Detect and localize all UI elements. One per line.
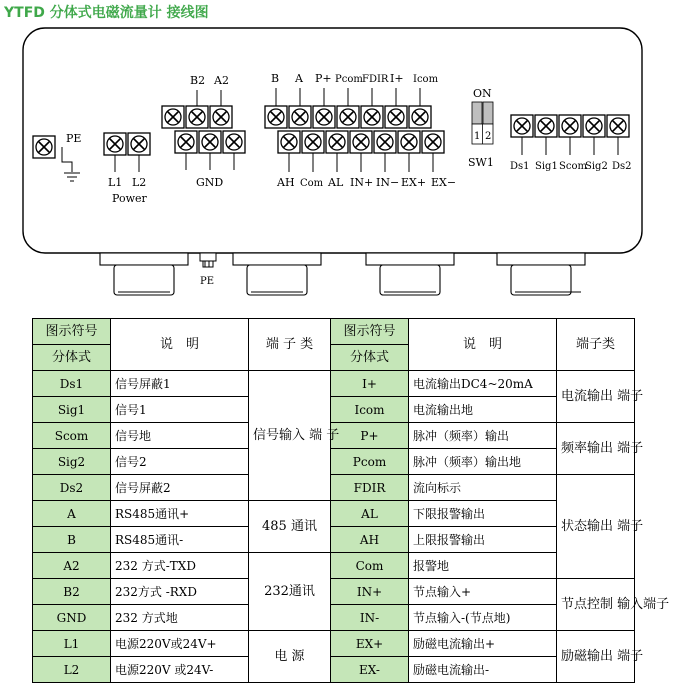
terminal-comm-bottom-3 bbox=[223, 131, 245, 153]
cell-description: 信号地 bbox=[111, 423, 249, 449]
cell-symbol: B2 bbox=[33, 579, 111, 605]
group-excitation-output: 励磁输出 端子 bbox=[557, 631, 635, 683]
group-contact-input: 节点控制 输入端子 bbox=[557, 579, 635, 631]
terminal-al bbox=[326, 131, 348, 153]
label-l1: L1 bbox=[108, 176, 123, 189]
terminal-comm-bottom-1 bbox=[175, 131, 197, 153]
label-pcom: Pcom bbox=[335, 74, 363, 85]
label-gnd: GND bbox=[196, 176, 224, 189]
terminal-i-plus bbox=[385, 106, 407, 128]
cell-description: 232 方式-TXD bbox=[111, 553, 249, 579]
header-type-right: 端子类 bbox=[557, 319, 635, 371]
cell-symbol: Ds1 bbox=[33, 371, 111, 397]
terminal-l2 bbox=[128, 133, 150, 155]
cell-symbol: L2 bbox=[33, 657, 111, 683]
cell-symbol: Scom bbox=[33, 423, 111, 449]
label-a2: A2 bbox=[214, 74, 229, 87]
cell-description: 电流输出DC4~20mA bbox=[409, 371, 557, 397]
terminal-p-plus bbox=[313, 106, 335, 128]
label-l2: L2 bbox=[132, 176, 147, 189]
cell-symbol: A bbox=[33, 501, 111, 527]
label-com: Com bbox=[300, 178, 324, 189]
switch-number-1: 1 bbox=[474, 131, 481, 142]
label-ex-minus: EX− bbox=[431, 176, 457, 189]
header-description-left: 说 明 bbox=[111, 319, 249, 371]
terminal-ds1 bbox=[511, 115, 533, 137]
cell-symbol: FDIR bbox=[331, 475, 409, 501]
table-row bbox=[33, 605, 635, 631]
terminal-icom bbox=[409, 106, 431, 128]
group-power: 电 源 bbox=[249, 631, 331, 683]
label-ah: AH bbox=[277, 176, 295, 189]
cell-description: 励磁电流输出+ bbox=[409, 631, 557, 657]
terminal-comm-top-1 bbox=[162, 106, 184, 128]
terminal-ah bbox=[278, 131, 300, 153]
terminal-pcom bbox=[337, 106, 359, 128]
cell-symbol: A2 bbox=[33, 553, 111, 579]
label-al: AL bbox=[328, 176, 344, 189]
table-row bbox=[33, 553, 635, 579]
cable-gland-4 bbox=[497, 253, 585, 295]
diagram-title: YTFD 分体式电磁流量计 接线图 bbox=[4, 5, 209, 21]
cell-symbol: IN- bbox=[331, 605, 409, 631]
table-row bbox=[33, 657, 635, 683]
label-b: B bbox=[271, 72, 280, 85]
cell-symbol: B bbox=[33, 527, 111, 553]
cell-symbol: AL bbox=[331, 501, 409, 527]
terminal-ex-minus bbox=[422, 131, 444, 153]
header-description-right: 说 明 bbox=[409, 319, 557, 371]
label-scom: Scom bbox=[559, 161, 587, 172]
power-caption: Power bbox=[112, 192, 147, 205]
cell-description: 信号2 bbox=[111, 449, 249, 475]
cell-symbol: Sig1 bbox=[33, 397, 111, 423]
label-sig2: Sig2 bbox=[585, 161, 608, 172]
dip-switch-2 bbox=[483, 102, 493, 124]
cable-gland-3 bbox=[366, 253, 454, 295]
cell-description: 节点输入-(节点地) bbox=[409, 605, 557, 631]
label-i-plus: I+ bbox=[390, 72, 404, 85]
subheader-left: 分体式 bbox=[33, 345, 111, 371]
cell-symbol: EX+ bbox=[331, 631, 409, 657]
table-row bbox=[33, 371, 635, 397]
cell-symbol: Ds2 bbox=[33, 475, 111, 501]
cell-symbol: L1 bbox=[33, 631, 111, 657]
switch-label: SW1 bbox=[468, 156, 494, 169]
terminal-scom bbox=[559, 115, 581, 137]
header-symbol-left: 图示符号 bbox=[33, 319, 111, 345]
cell-description: 232 方式地 bbox=[111, 605, 249, 631]
terminal-gnd bbox=[199, 131, 221, 153]
cell-description: RS485通讯+ bbox=[111, 501, 249, 527]
cell-description: 信号1 bbox=[111, 397, 249, 423]
cell-description: 电流输出地 bbox=[409, 397, 557, 423]
group-232-comm: 232通讯 bbox=[249, 553, 331, 631]
cell-description: 下限报警输出 bbox=[409, 501, 557, 527]
bottom-pe-label: PE bbox=[200, 276, 215, 287]
terminal-b bbox=[265, 106, 287, 128]
output-bottom-row bbox=[278, 131, 444, 153]
cell-symbol: Pcom bbox=[331, 449, 409, 475]
cell-symbol: I+ bbox=[331, 371, 409, 397]
cell-description: 流向标示 bbox=[409, 475, 557, 501]
terminal-a2 bbox=[210, 106, 232, 128]
header-type-left: 端 子 类 bbox=[249, 319, 331, 371]
cable-gland-1 bbox=[100, 253, 188, 295]
cell-symbol: P+ bbox=[331, 423, 409, 449]
dip-switch-1 bbox=[472, 102, 482, 124]
table-row bbox=[33, 475, 635, 501]
terminal-spec-table bbox=[32, 318, 670, 683]
cell-description: 232方式 -RXD bbox=[111, 579, 249, 605]
terminal-l1 bbox=[104, 133, 126, 155]
terminal-b2 bbox=[186, 106, 208, 128]
group-signal-input: 信号输入 端 子 bbox=[249, 371, 331, 501]
header-symbol-right: 图示符号 bbox=[331, 319, 409, 345]
cell-symbol: Icom bbox=[331, 397, 409, 423]
cell-description: 电源220V 或24V- bbox=[111, 657, 249, 683]
switch-on-label: ON bbox=[473, 87, 492, 100]
terminal-sig2 bbox=[583, 115, 605, 137]
label-sig1: Sig1 bbox=[535, 161, 558, 172]
pe-label: PE bbox=[66, 132, 82, 145]
terminal-in-minus bbox=[374, 131, 396, 153]
cell-symbol: Sig2 bbox=[33, 449, 111, 475]
group-485-comm: 485 通讯 bbox=[249, 501, 331, 553]
terminal-ds2 bbox=[607, 115, 629, 137]
cell-description: 信号屏蔽1 bbox=[111, 371, 249, 397]
cell-description: RS485通讯- bbox=[111, 527, 249, 553]
label-fdir: FDIR bbox=[362, 74, 389, 85]
label-p-plus: P+ bbox=[315, 72, 332, 85]
terminal-sig1 bbox=[535, 115, 557, 137]
cell-symbol: AH bbox=[331, 527, 409, 553]
label-icom: Icom bbox=[413, 74, 439, 85]
cell-description: 脉冲（频率）输出地 bbox=[409, 449, 557, 475]
switch-number-2: 2 bbox=[485, 131, 492, 142]
pe-terminal bbox=[33, 136, 55, 158]
label-b2: B2 bbox=[190, 74, 206, 87]
cable-gland-2 bbox=[233, 253, 321, 295]
table-header-row bbox=[33, 319, 635, 345]
group-current-output: 电流输出 端子 bbox=[557, 371, 635, 423]
terminal-a bbox=[289, 106, 311, 128]
cell-description: 励磁电流输出- bbox=[409, 657, 557, 683]
subheader-right: 分体式 bbox=[331, 345, 409, 371]
sensor-terminal-row bbox=[511, 115, 629, 137]
cell-symbol: GND bbox=[33, 605, 111, 631]
table-row bbox=[33, 579, 635, 605]
table-row bbox=[33, 397, 635, 423]
cell-description: 脉冲（频率）输出 bbox=[409, 423, 557, 449]
label-in-minus: IN− bbox=[376, 176, 400, 189]
terminal-fdir bbox=[361, 106, 383, 128]
label-ds2: Ds2 bbox=[612, 161, 632, 172]
table-row bbox=[33, 449, 635, 475]
cell-symbol: EX- bbox=[331, 657, 409, 683]
label-ds1: Ds1 bbox=[510, 161, 530, 172]
terminal-com bbox=[302, 131, 324, 153]
label-a: A bbox=[295, 72, 303, 85]
cell-description: 上限报警输出 bbox=[409, 527, 557, 553]
terminal-in-plus bbox=[350, 131, 372, 153]
wiring-diagram bbox=[0, 0, 680, 318]
label-in-plus: IN+ bbox=[350, 176, 374, 189]
table-row bbox=[33, 631, 635, 657]
group-frequency-output: 频率输出 端子 bbox=[557, 423, 635, 475]
pe-stud bbox=[200, 253, 216, 267]
cell-description: 报警地 bbox=[409, 553, 557, 579]
table-row bbox=[33, 501, 635, 527]
table-row bbox=[33, 527, 635, 553]
cell-description: 信号屏蔽2 bbox=[111, 475, 249, 501]
group-status-output: 状态输出 端子 bbox=[557, 475, 635, 579]
output-top-row bbox=[265, 106, 431, 128]
cell-symbol: Com bbox=[331, 553, 409, 579]
cell-symbol: IN+ bbox=[331, 579, 409, 605]
cell-description: 电源220V或24V+ bbox=[111, 631, 249, 657]
terminal-ex-plus bbox=[398, 131, 420, 153]
cell-description: 节点输入+ bbox=[409, 579, 557, 605]
label-ex-plus: EX+ bbox=[401, 176, 427, 189]
